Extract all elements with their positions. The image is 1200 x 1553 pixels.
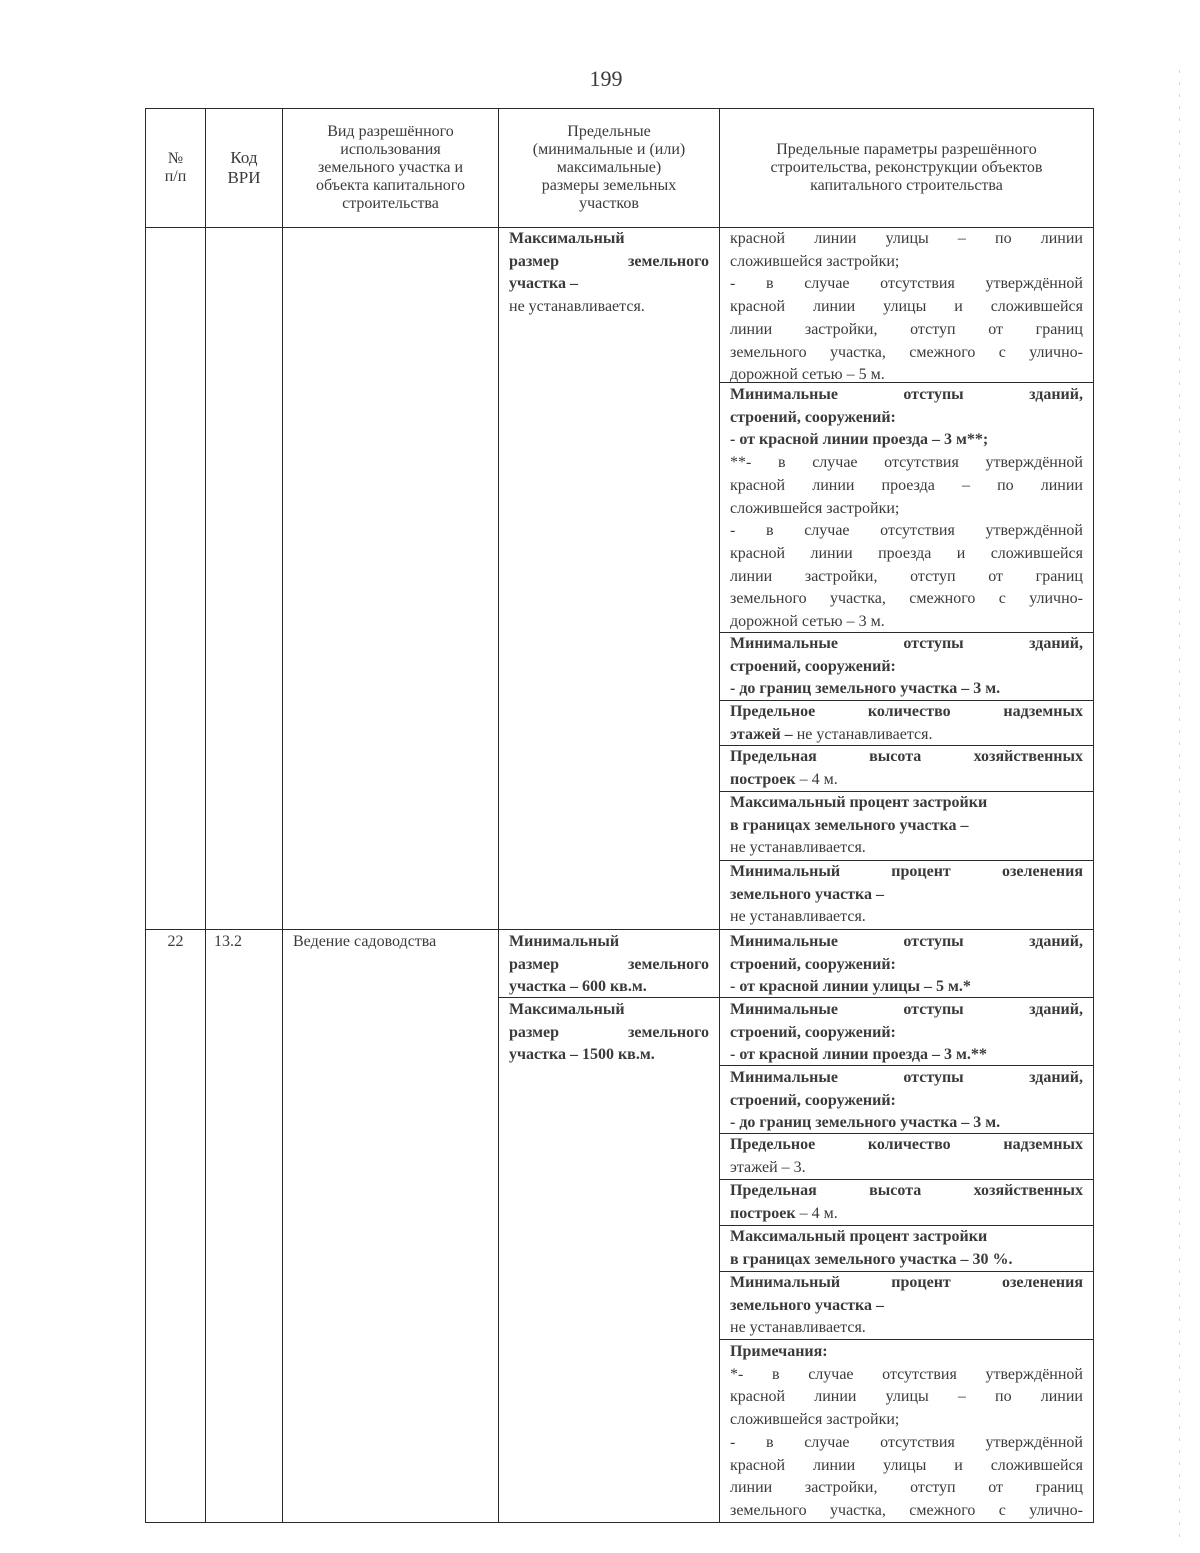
prev-param-greening: Минимальный процент озеленения земельного участка – не устанавливается. xyxy=(730,863,1083,926)
prev-param-height: Предельная высота хозяйственных построек – 4 м. xyxy=(730,748,1083,788)
row22-type: Ведение садоводства xyxy=(293,933,437,950)
row22-param-greening: Минимальный процент озеленения земельного участка – не устанавливается. xyxy=(730,1274,1083,1337)
header-type: Вид разрешённого использования земельного участка и объекта капитального строительства xyxy=(316,123,465,212)
prev-param-red-line-street: красной линии улицы – по линии сложившейся застройки; - в случае отсутствия утверждённой красной линии улицы и сложившейся линии застройки, отступ от границ земельного участка, смежного с улично- дорожной сетью – 5 м. xyxy=(730,230,1083,384)
header-num: № п/п xyxy=(164,150,187,185)
row22-notes: Примечания: *- в случае отсутствия утверждённой красной линии улицы – по линии сложившейся застройки; - в случае отсутствия утверждённой красной линии улицы и сложившейся линии застройки, отступ от границ земельного участка, смежного с улично- xyxy=(730,1343,1083,1519)
header-sizes: Предельные (минимальные и (или) максимальные) размеры земельных участков xyxy=(532,123,686,212)
row22-size-max: Максимальный размер земельного участка – 1500 кв.м. xyxy=(509,1001,709,1064)
header-code: Код ВРИ xyxy=(227,148,261,187)
notes-title: Примечания: xyxy=(730,1343,828,1360)
row22-code: 13.2 xyxy=(214,933,242,950)
prev-param-red-line-passage: Минимальные отступы зданий, строений, сооружений: - от красной линии проезда – 3 м**; **- в случае отсутствия утверждённой красной линии проезда – по линии сложившейся застройки; - в случае отсутствия утверждённой красной линии проезда и сложившейся линии застройки, отступ от границ земельного участка, смежного с улично- дорожной сетью – 3 м. xyxy=(730,386,1083,631)
row22-param-plot-border: Минимальные отступы зданий, строений, сооружений: - до границ земельного участка – 3 м. xyxy=(730,1069,1083,1132)
prev-param-coverage: Максимальный процент застройки в границах земельного участка – не устанавливается. xyxy=(730,794,988,857)
header-params: Предельные параметры разрешённого строительства, реконструкции объектов капитального строительства xyxy=(770,141,1043,194)
row22-param-red-line-passage: Минимальные отступы зданий, строений, сооружений: - от красной линии проезда – 3 м.** xyxy=(730,1001,1083,1064)
row22-param-red-line-street: Минимальные отступы зданий, строений, сооружений: - от красной линии улицы – 5 м.* xyxy=(730,933,1083,996)
prev-param-floors: Предельное количество надземных этажей – не устанавливается. xyxy=(730,703,1083,743)
row22-size-min: Минимальный размер земельного участка – 600 кв.м. xyxy=(509,933,709,996)
row22-param-floors: Предельное количество надземных этажей – 3. xyxy=(730,1136,1083,1176)
row22-num: 22 xyxy=(167,933,184,950)
page-number: 199 xyxy=(589,66,623,91)
prev-param-plot-border: Минимальные отступы зданий, строений, сооружений: - до границ земельного участка – 3 м. xyxy=(730,635,1083,698)
prev-size-max: Максимальный размер земельного участка – не устанавливается. xyxy=(509,230,709,316)
scan-edge-marks xyxy=(1179,70,1180,1540)
row22-param-height: Предельная высота хозяйственных построек – 4 м. xyxy=(730,1182,1083,1222)
row22-param-coverage: Максимальный процент застройки в границах земельного участка – 30 %. xyxy=(730,1228,1013,1268)
